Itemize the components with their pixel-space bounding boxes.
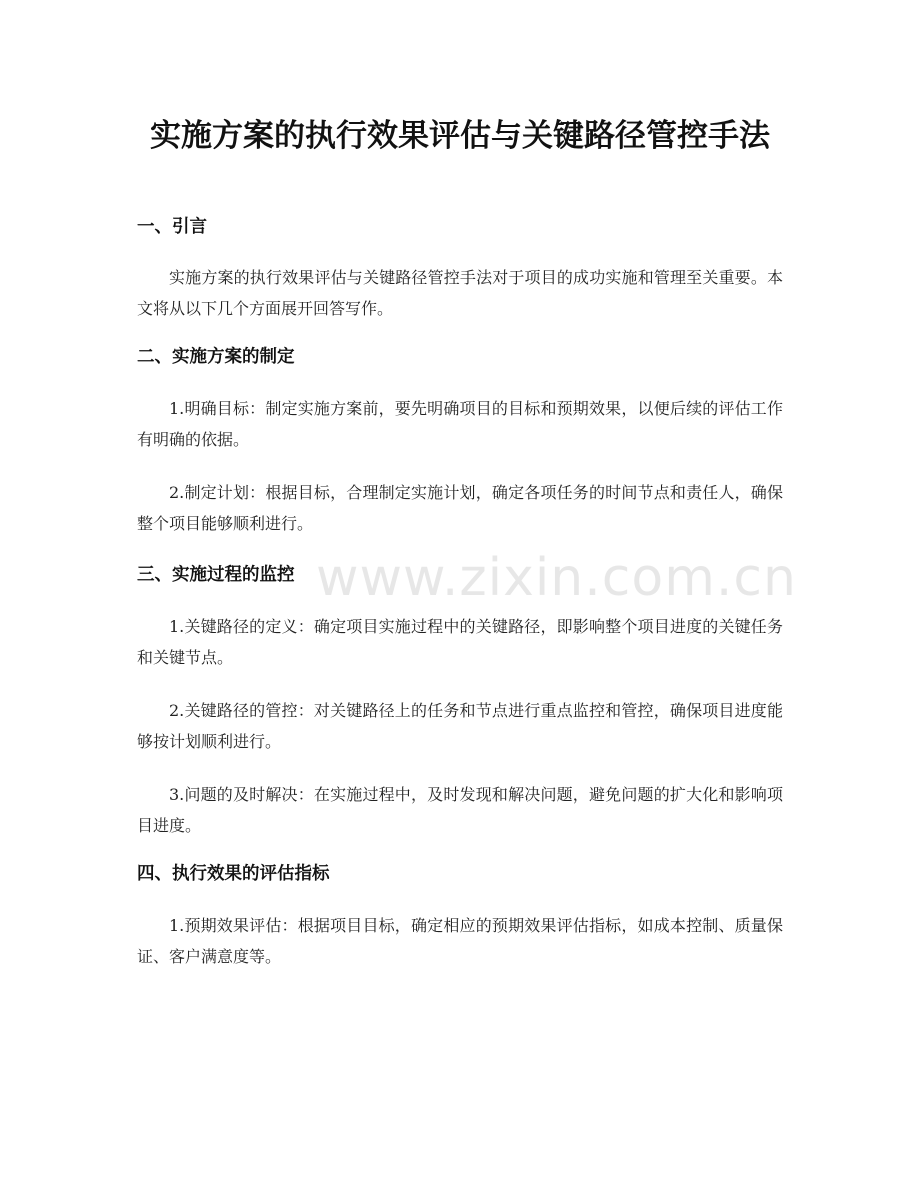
page-title: 实施方案的执行效果评估与关键路径管控手法 [150, 118, 770, 154]
section-paragraph: 1.明确目标：制定实施方案前，要先明确项目的目标和预期效果，以便后续的评估工作有明确的依据。 [137, 399, 783, 449]
section-heading-process-monitoring: 三、实施过程的监控 [137, 565, 295, 585]
section-paragraph: 2.制定计划：根据目标，合理制定实施计划，确定各项任务的时间节点和责任人，确保整个项目能够顺利进行。 [137, 483, 783, 533]
watermark: www.zixin.com.cn [316, 548, 797, 608]
section-heading-plan-formulation: 二、实施方案的制定 [137, 347, 295, 367]
section-paragraph: 2.关键路径的管控：对关键路径上的任务和节点进行重点监控和管控，确保项目进度能够按计划顺利进行。 [137, 701, 783, 751]
section-paragraph: 3.问题的及时解决：在实施过程中，及时发现和解决问题，避免问题的扩大化和影响项目进度。 [137, 785, 783, 835]
section-paragraph: 实施方案的执行效果评估与关键路径管控手法对于项目的成功实施和管理至关重要。本文将从以下几个方面展开回答写作。 [137, 268, 783, 318]
section-heading-introduction: 一、引言 [137, 217, 207, 237]
section-paragraph: 1.预期效果评估：根据项目目标，确定相应的预期效果评估指标，如成本控制、质量保证、客户满意度等。 [137, 916, 783, 966]
section-paragraph: 1.关键路径的定义：确定项目实施过程中的关键路径，即影响整个项目进度的关键任务和关键节点。 [137, 617, 783, 667]
section-heading-evaluation-metrics: 四、执行效果的评估指标 [137, 864, 330, 884]
